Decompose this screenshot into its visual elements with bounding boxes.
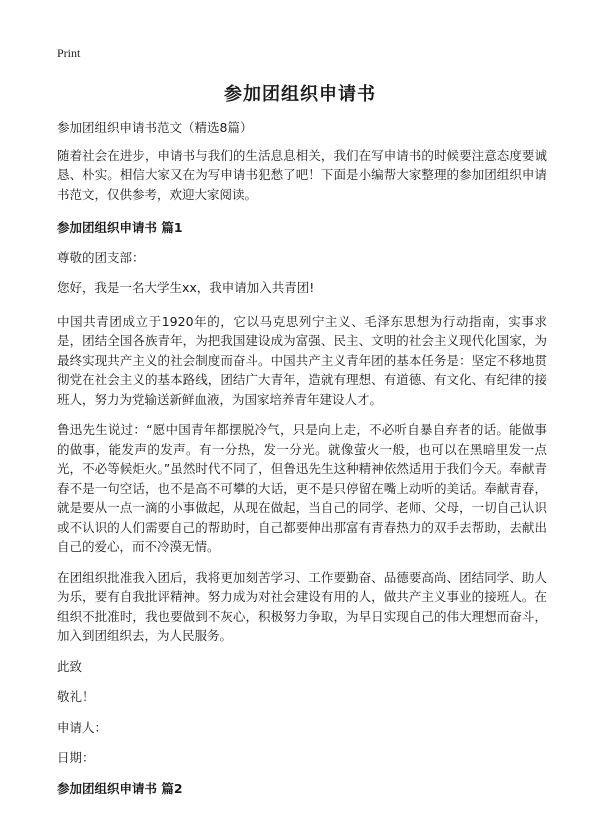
section-heading-1: 参加团组织申请书 篇1 [57,220,183,235]
section-heading-2: 参加团组织申请书 篇2 [57,780,183,796]
greeting: 尊敬的团支部： [57,249,145,265]
subtitle: 参加团组织申请书范文（精选8篇） [57,120,253,135]
closing-salutation: 此致 [57,658,83,674]
body-paragraph-1: 中国共青团成立于1920年的，它以马克思列宁主义、毛泽东思想为行动指南，实事求是，团结全国各族青年，为把我国建设成为富强、民主、文明的社会主义现代化国家，为最终实现共产主义的社会制度而奋斗。中国共产主义青年团的基本任务是：坚定不移地贯彻党在社会主义的基本路线，团结广大青年，造就有理想、有道德、有文化、有纪律的接班人，努力为党输送新鲜血液，为国家培养青年建设人才。 [57,313,547,407]
document-body [57,118,547,808]
body-paragraph-3: 在团组织批准我入团后，我将更加刻苦学习、工作要勤奋、品德要高尚、团结同学、助人为乐，要有自我批评精神。努力成为对社会建设有用的人，做共产主义事业的接班人。在组织不批准时，我也要做到不灰心，积极努力争取，为早日实现自己的伟大理想而奋斗，加入到团组织去，为人民服务。 [57,569,547,643]
applicant-label: 申请人： [57,719,108,735]
date-label: 日期： [57,750,95,765]
opening-line: 您好，我是一名大学生xx，我申请加入共青团! [57,280,315,295]
body-paragraph-2: 鲁迅先生说过：“愿中国青年都摆脱冷气，只是向上走，不必听自暴自弃者的话。能做事的做事，能发声的发声。有一分热，发一分光。就像萤火一般，也可以在黑暗里发一点光，不必等候炬火。”虽然时代不同了，但鲁迅先生这种精神依然适用于我们今天。奉献青春不是一句空话，也不是高不可攀的大话，更不是只停留在嘴上动听的美话。奉献青春，就是要从一点一滴的小事做起，从现在做起，当自己的同学、老师、父母，一切自己认识或不认识的人们需要自己的帮助时，自己都要伸出那富有青春热力的双手去帮助，去献出自己的爱心，而不冷漠无情。 [57,422,547,554]
closing-regards: 敬礼！ [57,689,95,704]
print-link[interactable]: Print [57,46,81,60]
intro-paragraph: 随着社会在进步，申请书与我们的生活息息相关，我们在写申请书的时候要注意态度要诚恳、朴实。相信大家又在为写申请书犯愁了吧！下面是小编帮大家整理的参加团组织申请书范文，仅供参考，欢迎大家阅读。 [57,147,547,202]
page-title: 参加团组织申请书 [224,84,376,105]
